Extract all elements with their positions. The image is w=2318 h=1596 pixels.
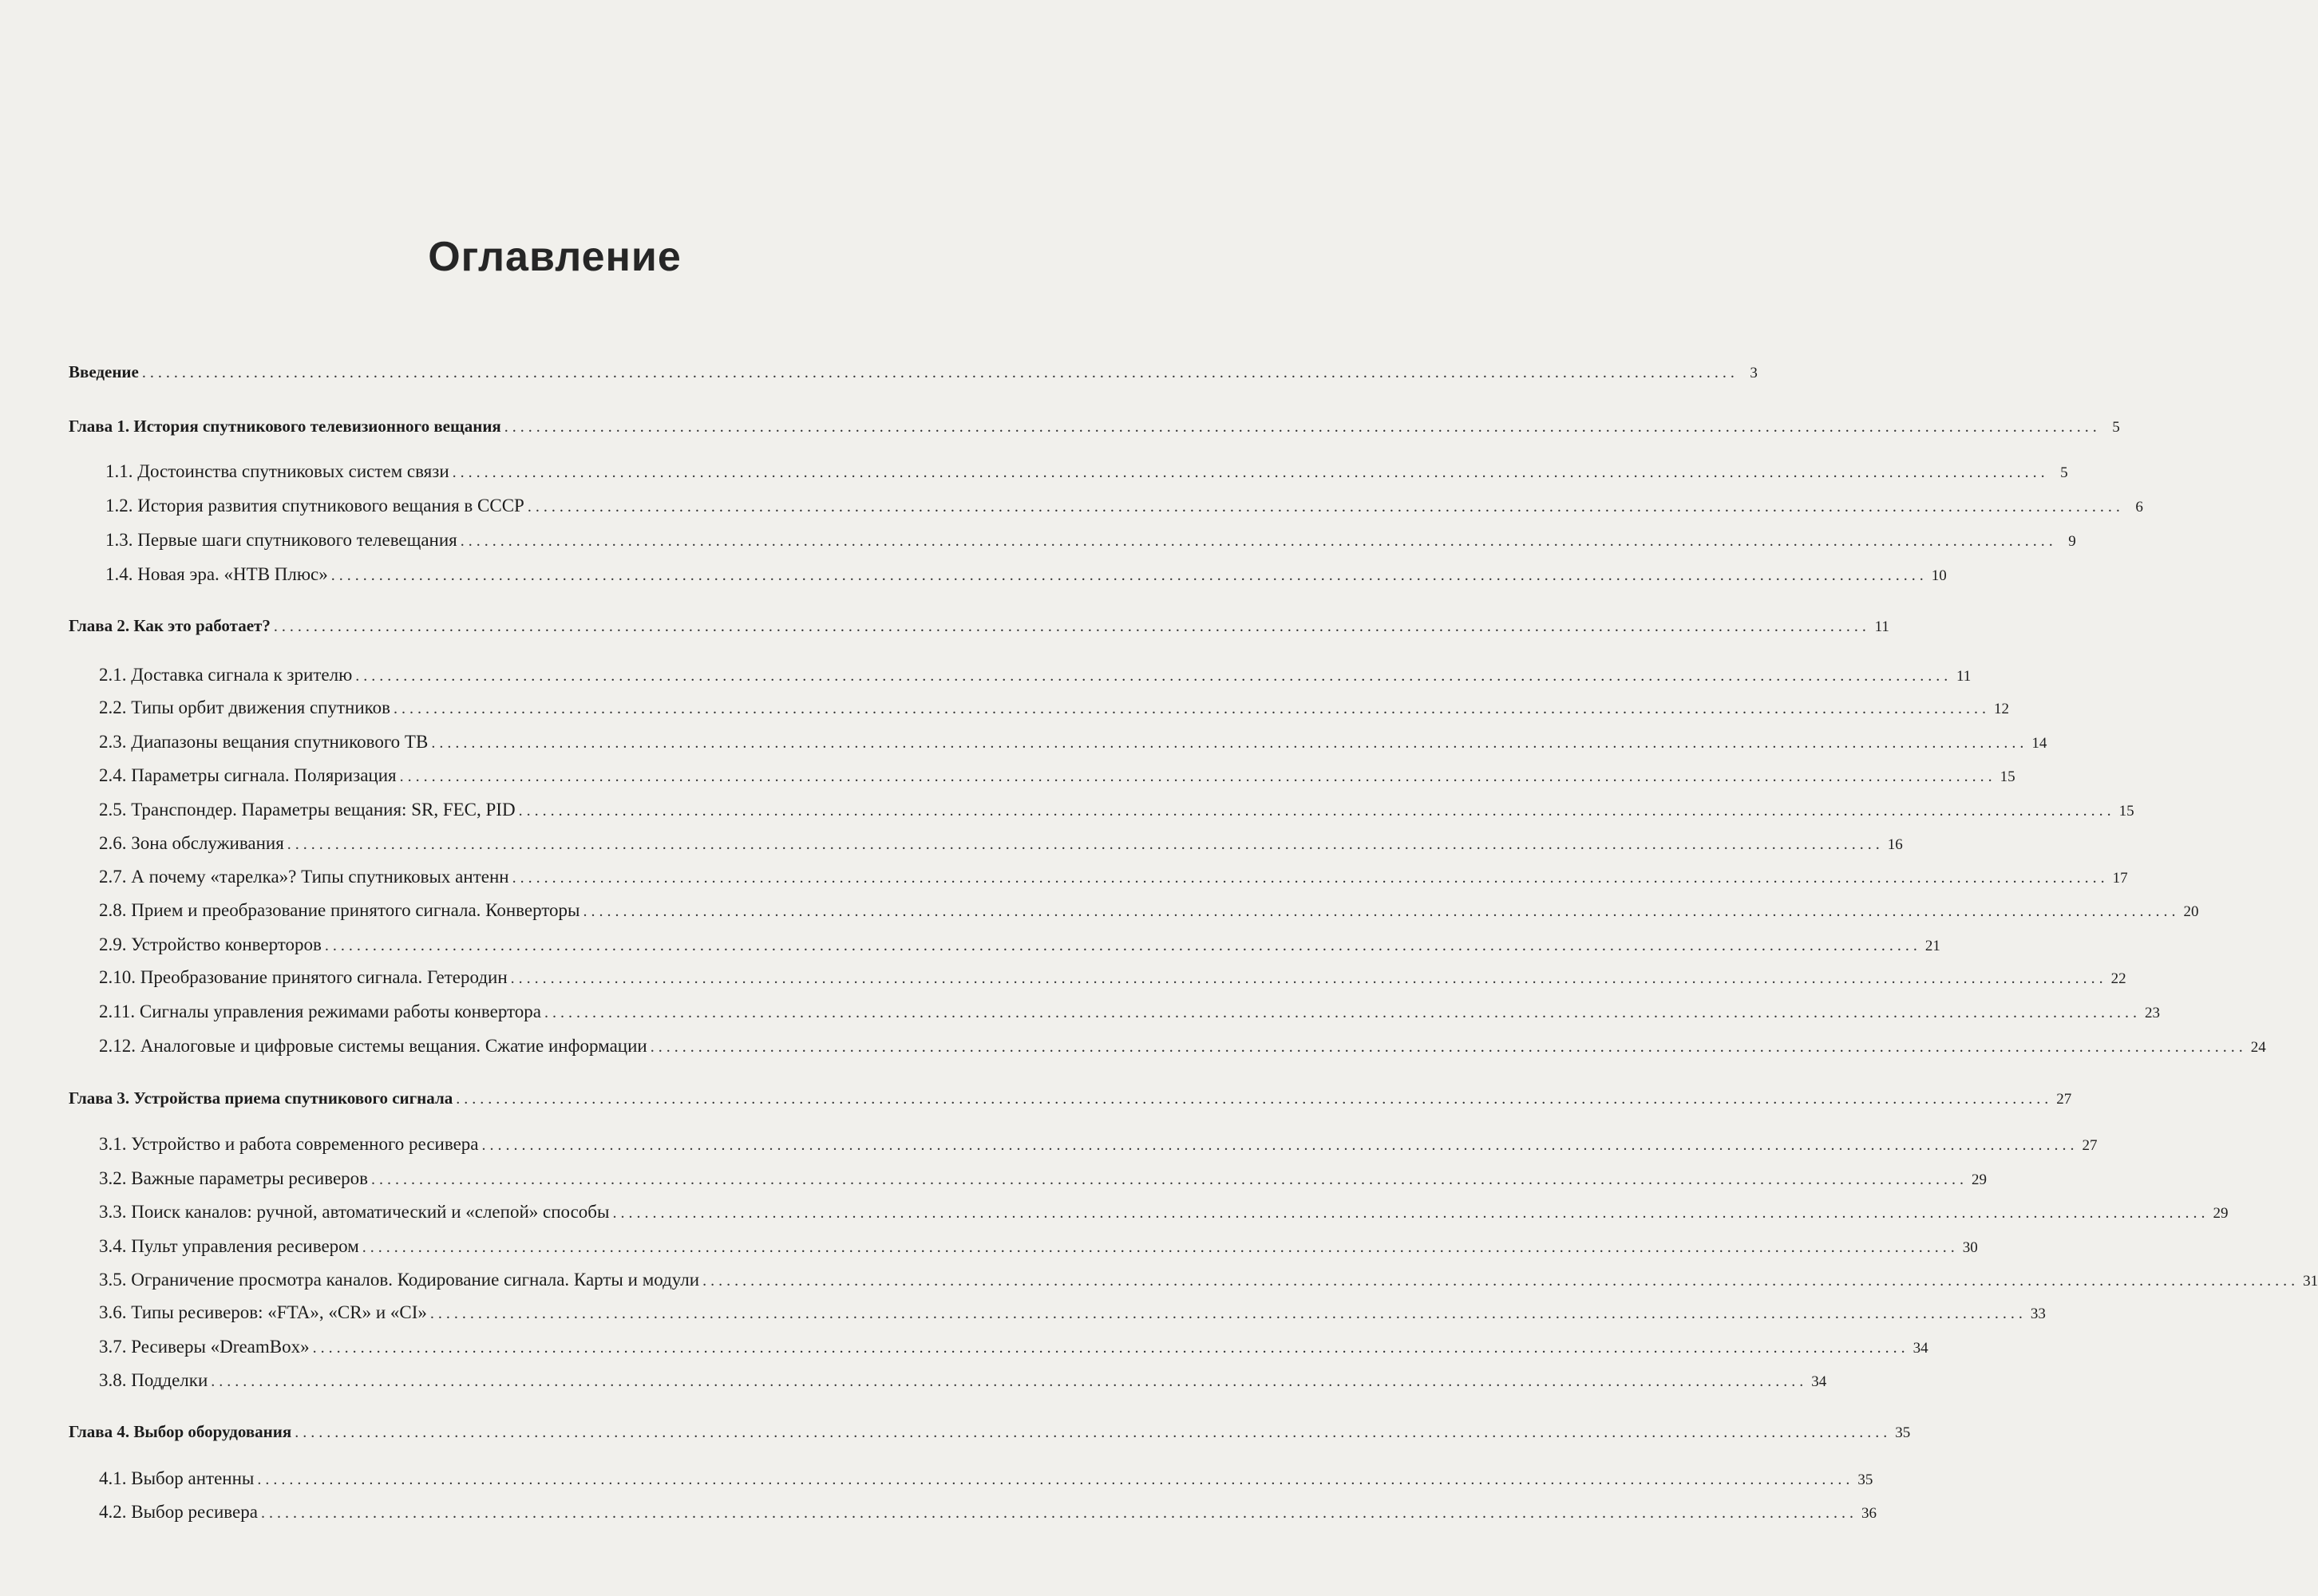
- toc-leader-dots: ........................................................................................................................................................................................................: [527, 498, 2124, 516]
- toc-page-number: 22: [2110, 970, 2126, 987]
- toc-leader-dots: ........................................................................................................................................................................................................: [399, 768, 1996, 785]
- toc-entry-title: 3.3. Поиск каналов: ручной, автоматический и «слепой» способы: [99, 1202, 610, 1222]
- toc-page-number: 34: [1913, 1340, 1928, 1357]
- toc-section-entry: [99, 797, 2134, 823]
- toc-page-number: 16: [1887, 836, 1903, 853]
- toc-entry-title: 2.8. Прием и преобразование принятого сигнала. Конверторы: [99, 900, 580, 920]
- toc-page-number: 11: [1956, 668, 1972, 685]
- toc-entry-title: Введение: [69, 362, 139, 381]
- toc-entry-title: 2.7. А почему «тарелка»? Типы спутниковых антенн: [99, 867, 509, 887]
- toc-entry-title: 2.11. Сигналы управления режимами работы конвертора: [99, 1001, 541, 1021]
- toc-section-entry: [99, 662, 1972, 688]
- toc-page-number: 27: [2056, 1091, 2072, 1108]
- toc-entry-title: 1.4. Новая эра. «НТВ Плюс»: [105, 564, 328, 584]
- toc-section-entry: [99, 763, 2015, 788]
- toc-page-number: 5: [2060, 464, 2068, 481]
- toc-section-entry: [99, 1267, 2318, 1293]
- toc-entry-title: 3.5. Ограничение просмотра каналов. Кодирование сигнала. Карты и модули: [99, 1270, 700, 1290]
- toc-leader-dots: ........................................................................................................................................................................................................: [504, 418, 2101, 436]
- toc-leader-dots: ........................................................................................................................................................................................................: [510, 970, 2107, 987]
- toc-page-number: 30: [1962, 1239, 1978, 1256]
- toc-page-number: 12: [1994, 701, 2010, 717]
- toc-section-entry: [99, 932, 1940, 958]
- toc-leader-dots: ........................................................................................................................................................................................................: [355, 667, 1952, 685]
- toc-leader-dots: ........................................................................................................................................................................................................: [211, 1373, 1808, 1390]
- toc-leader-dots: ........................................................................................................................................................................................................: [650, 1038, 2247, 1056]
- toc-entry-title: Глава 1. История спутникового телевизионного вещания: [69, 417, 501, 436]
- toc-entry-title: 2.4. Параметры сигнала. Поляризация: [99, 765, 397, 785]
- toc-leader-dots: ........................................................................................................................................................................................................: [544, 1004, 2141, 1021]
- toc-entry-title: 2.3. Диапазоны вещания спутникового ТВ: [99, 732, 429, 752]
- toc-entry-title: 2.12. Аналоговые и цифровые системы вещания. Сжатие информации: [99, 1036, 647, 1056]
- toc-page-number: 34: [1811, 1373, 1827, 1390]
- toc-chapter-entry: [69, 359, 1758, 385]
- toc-entry-title: 3.4. Пульт управления ресивером: [99, 1236, 359, 1256]
- toc-leader-dots: ........................................................................................................................................................................................................: [141, 364, 1738, 381]
- toc-chapter-entry: [69, 413, 2120, 439]
- toc-section-entry: [99, 1132, 2098, 1157]
- toc-entry-title: 3.2. Важные параметры ресиверов: [99, 1168, 369, 1188]
- toc-leader-dots: ........................................................................................................................................................................................................: [518, 802, 2115, 820]
- toc-section-entry: [99, 1166, 1988, 1191]
- toc-page-number: 31: [2303, 1273, 2318, 1290]
- toc-entry-title: 1.1. Достоинства спутниковых систем связи: [105, 461, 449, 481]
- toc-leader-dots: ........................................................................................................................................................................................................: [287, 836, 1884, 853]
- toc-entry-title: 3.8. Подделки: [99, 1370, 208, 1390]
- toc-entry-title: 4.1. Выбор антенны: [99, 1468, 255, 1488]
- toc-entry-title: 3.1. Устройство и работа современного ресивера: [99, 1134, 479, 1154]
- toc-leader-dots: ........................................................................................................................................................................................................: [260, 1504, 1857, 1522]
- toc-leader-dots: ........................................................................................................................................................................................................: [583, 903, 2180, 920]
- toc-leader-dots: ........................................................................................................................................................................................................: [429, 1305, 2027, 1322]
- toc-page-number: 21: [1924, 938, 1940, 954]
- toc-page-number: 9: [2068, 533, 2076, 550]
- toc-entry-title: Глава 4. Выбор оборудования: [69, 1422, 292, 1441]
- toc-section-entry: [99, 1466, 1873, 1491]
- toc-section-entry: [99, 965, 2126, 990]
- toc-page-number: 24: [2250, 1039, 2266, 1056]
- toc-section-entry: [105, 459, 2068, 484]
- toc-leader-dots: ........................................................................................................................................................................................................: [456, 1090, 2053, 1108]
- toc-page-number: 3: [1750, 365, 1758, 381]
- toc-leader-dots: ........................................................................................................................................................................................................: [257, 1471, 1854, 1488]
- toc-page-number: 27: [2082, 1137, 2098, 1154]
- toc-page-number: 36: [1861, 1505, 1877, 1522]
- toc-section-entry: [99, 1234, 1978, 1259]
- toc-page-number: 35: [1857, 1472, 1873, 1488]
- toc-leader-dots: ........................................................................................................................................................................................................: [452, 464, 2049, 481]
- toc-leader-dots: ........................................................................................................................................................................................................: [512, 869, 2109, 887]
- toc-leader-dots: ........................................................................................................................................................................................................: [273, 618, 1870, 635]
- toc-leader-dots: ........................................................................................................................................................................................................: [394, 700, 1991, 717]
- toc-leader-dots: ........................................................................................................................................................................................................: [362, 1238, 1959, 1256]
- toc-entry-title: 1.3. Первые шаги спутникового телевещания: [105, 530, 457, 550]
- toc-entry-title: 2.2. Типы орбит движения спутников: [99, 697, 391, 717]
- toc-chapter-entry: [69, 1085, 2072, 1111]
- toc-page-number: 29: [2213, 1205, 2229, 1222]
- toc-leader-dots: ........................................................................................................................................................................................................: [295, 1424, 1892, 1441]
- toc-section-entry: [99, 1033, 2266, 1059]
- toc-chapter-entry: [69, 1419, 1911, 1444]
- toc-entry-title: 2.9. Устройство конверторов: [99, 934, 322, 954]
- toc-leader-dots: ........................................................................................................................................................................................................: [612, 1204, 2209, 1222]
- toc-entry-title: 2.6. Зона обслуживания: [99, 833, 284, 853]
- toc-section-entry: [99, 695, 2010, 721]
- toc-entry-title: Глава 3. Устройства приема спутникового сигнала: [69, 1088, 453, 1108]
- toc-section-entry: [99, 1499, 1877, 1525]
- toc-page-number: 15: [2118, 803, 2134, 820]
- toc-page-number: 23: [2144, 1005, 2160, 1021]
- toc-leader-dots: ........................................................................................................................................................................................................: [324, 937, 1921, 954]
- toc-leader-dots: ........................................................................................................................................................................................................: [330, 567, 1928, 584]
- toc-section-entry: [99, 999, 2160, 1025]
- toc-section-entry: [99, 1199, 2229, 1225]
- toc-entry-title: 2.10. Преобразование принятого сигнала. Гетеродин: [99, 967, 508, 987]
- toc-entry-title: Глава 2. Как это работает?: [69, 616, 271, 635]
- toc-page-number: 5: [2112, 419, 2120, 436]
- toc-section-entry: [105, 493, 2143, 519]
- toc-page-number: 20: [2183, 903, 2199, 920]
- toc-page-number: 11: [1874, 618, 1889, 635]
- toc-page-number: 33: [2030, 1306, 2046, 1322]
- toc-leader-dots: ........................................................................................................................................................................................................: [431, 734, 2028, 752]
- toc-leader-dots: ........................................................................................................................................................................................................: [702, 1272, 2300, 1290]
- toc-section-entry: [99, 729, 2047, 755]
- toc-page-number: 10: [1931, 567, 1947, 584]
- toc-leader-dots: ........................................................................................................................................................................................................: [371, 1171, 1968, 1188]
- toc-page-number: 14: [2031, 735, 2047, 752]
- toc-entry-title: 1.2. История развития спутникового вещания в СССР: [105, 496, 524, 516]
- toc-section-entry: [99, 1300, 2046, 1325]
- toc-section-entry: [105, 562, 1947, 587]
- toc-page-number: 6: [2135, 499, 2143, 516]
- toc-page-number: 17: [2112, 870, 2128, 887]
- toc-section-entry: [99, 831, 1903, 856]
- toc-page-number: 15: [2000, 768, 2015, 785]
- toc-entry-title: 2.5. Транспондер. Параметры вещания: SR, FEC, PID: [99, 800, 516, 820]
- toc-page-number: 35: [1895, 1424, 1911, 1441]
- toc-leader-dots: ........................................................................................................................................................................................................: [312, 1339, 1909, 1357]
- toc-chapter-entry: [69, 613, 1889, 638]
- toc-entry-title: 3.7. Ресиверы «DreamBox»: [99, 1337, 310, 1357]
- toc-entry-title: 4.2. Выбор ресивера: [99, 1502, 258, 1522]
- toc-leader-dots: ........................................................................................................................................................................................................: [460, 532, 2057, 550]
- toc-section-entry: [99, 898, 2199, 923]
- toc-page-number: 29: [1972, 1171, 1988, 1188]
- toc-entry-title: 2.1. Доставка сигнала к зрителю: [99, 665, 353, 685]
- page-title: Оглавление: [428, 234, 682, 280]
- toc-leader-dots: ........................................................................................................................................................................................................: [481, 1136, 2079, 1154]
- toc-section-entry: [99, 1334, 1928, 1360]
- toc-section-entry: [99, 1368, 1827, 1393]
- toc-section-entry: [99, 864, 2128, 890]
- toc-entry-title: 3.6. Типы ресиверов: «FTA», «CR» и «CI»: [99, 1302, 427, 1322]
- toc-section-entry: [105, 527, 2076, 553]
